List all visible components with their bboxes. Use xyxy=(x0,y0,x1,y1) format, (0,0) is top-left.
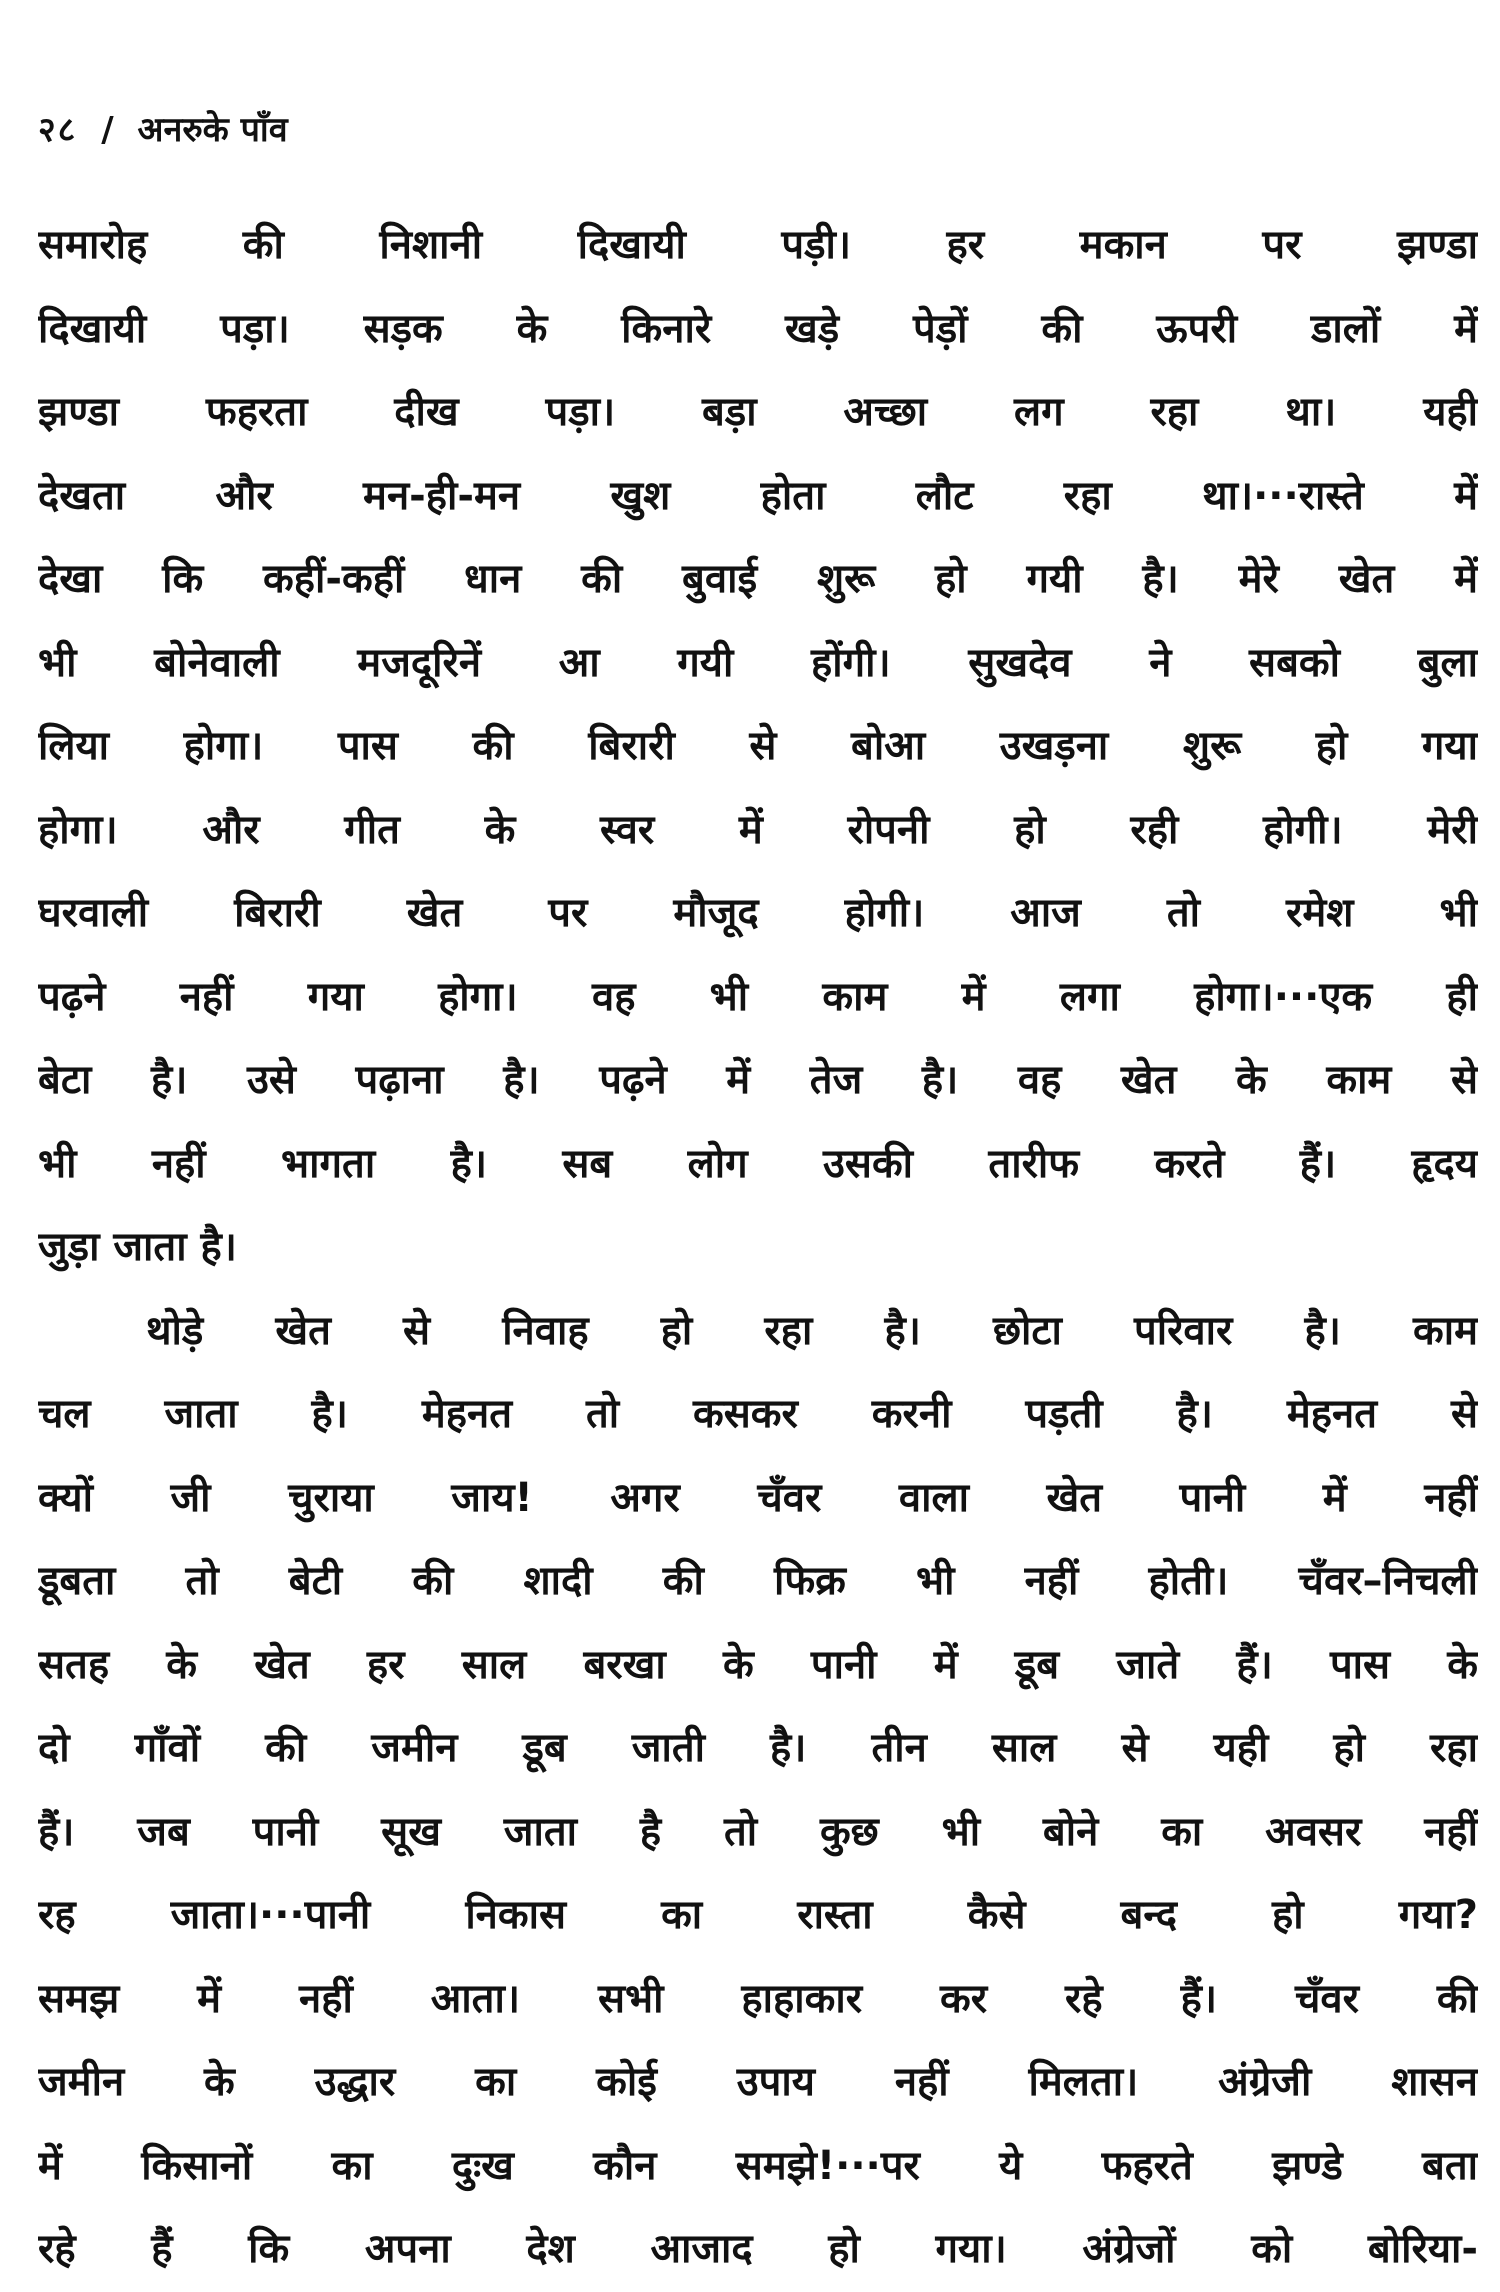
book-title: अनरुके पाँव xyxy=(137,110,288,150)
running-header xyxy=(38,100,288,160)
text-line: होगा। और गीत के स्वर में रोपनी हो रही होगी। मेरी xyxy=(38,806,1478,853)
text-line: चल जाता है। मेहनत तो कसकर करनी पड़ती है। मेहनत से xyxy=(38,1391,1478,1437)
text-line: बेटा है। उसे पढ़ाना है। पढ़ने में तेज है। वह खेत के काम से xyxy=(38,1057,1478,1103)
text-line: सतह के खेत हर साल बरखा के पानी में डूब जाते हैं। पास के xyxy=(38,1641,1478,1688)
text-line: समारोह की निशानी दिखायी पड़ी। हर मकान पर झण्डा xyxy=(38,222,1478,268)
text-line: जुड़ा जाता है। xyxy=(38,1224,237,1270)
text-line: देखा कि कहीं-कहीं धान की बुवाई शुरू हो गयी है। मेरे खेत में xyxy=(38,556,1478,602)
text-line: भी बोनेवाली मजदूरिनें आ गयी होंगी। सुखदेव ने सबको बुला xyxy=(38,639,1478,686)
text-line: हैं। जब पानी सूख जाता है तो कुछ भी बोने का अवसर नहीं xyxy=(38,1808,1478,1855)
paragraph-2 xyxy=(38,1290,1478,2292)
text-line: भी नहीं भागता है। सब लोग उसकी तारीफ करते हैं। हृदय xyxy=(38,1140,1478,1187)
text-line: घरवाली बिरारी खेत पर मौजूद होगी। आज तो रमेश भी xyxy=(38,890,1478,936)
paragraph-1 xyxy=(38,204,1478,1290)
text-line: देखता और मन-ही-मन खुश होता लौट रहा था।···रास्ते में xyxy=(38,472,1478,519)
text-line: पढ़ने नहीं गया होगा। वह भी काम में लगा होगा।···एक ही xyxy=(38,973,1478,1020)
text-line: दो गाँवों की जमीन डूब जाती है। तीन साल से यही हो रहा xyxy=(38,1725,1478,1771)
text-line: जमीन के उद्धार का कोई उपाय नहीं मिलता। अंग्रेजी शासन xyxy=(38,2059,1478,2105)
page-body xyxy=(38,204,1478,2292)
page-number: २८ xyxy=(38,110,78,150)
text-line: रहे हैं कि अपना देश आजाद हो गया। अंग्रेजों को बोरिया- xyxy=(38,2226,1478,2272)
text-line: लिया होगा। पास की बिरारी से बोआ उखड़ना शुरू हो गया xyxy=(38,723,1478,769)
text-line: झण्डा फहरता दीख पड़ा। बड़ा अच्छा लग रहा था। यही xyxy=(38,389,1478,435)
text-line: डूबता तो बेटी की शादी की फिक्र भी नहीं होती। चँवर–निचली xyxy=(38,1558,1478,1604)
text-line: दिखायी पड़ा। सड़क के किनारे खड़े पेड़ों की ऊपरी डालों में xyxy=(38,305,1478,352)
text-line: में किसानों का दुःख कौन समझे!···पर ये फहरते झण्डे बता xyxy=(38,2142,1478,2189)
text-line: थोड़े खेत से निवाह हो रहा है। छोटा परिवार है। काम xyxy=(146,1307,1478,1354)
text-line: क्यों जी चुराया जाय! अगर चँवर वाला खेत पानी में नहीं xyxy=(38,1474,1478,1521)
header-separator: / xyxy=(101,110,114,150)
text-line: रह जाता।···पानी निकास का रास्ता कैसे बन्द हो गया? xyxy=(38,1892,1478,1938)
text-line: समझ में नहीं आता। सभी हाहाकार कर रहे हैं। चँवर की xyxy=(38,1975,1478,2022)
